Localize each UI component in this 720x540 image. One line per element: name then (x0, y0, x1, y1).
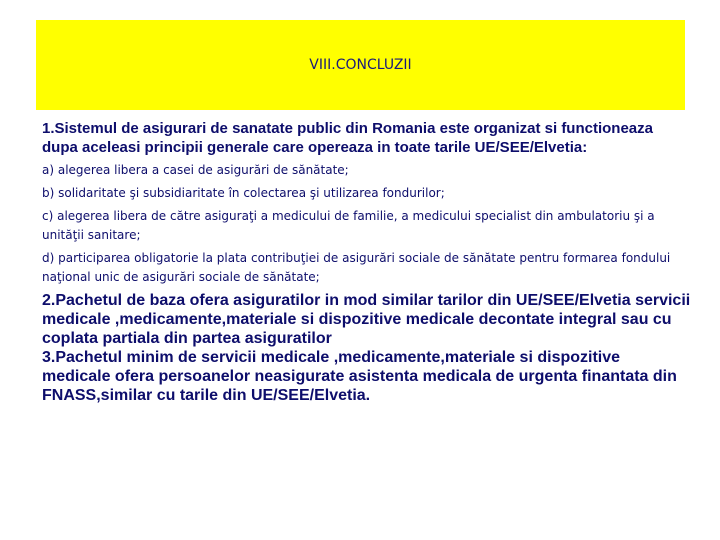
list-item-b: b) solidaritate şi subsidiaritate în colectarea şi utilizarea fondurilor; (42, 186, 445, 200)
conclusion-point-2: 2.Pachetul de baza ofera asiguratilor in mod similar tarilor din UE/SEE/Elvetia servicii medicale ,medicamente,materiale si dispozitive medicale decontate integral sau cu coplata partiala din partea asiguratilor (42, 292, 691, 347)
slide-title: VIII.CONCLUZII (309, 57, 412, 73)
list-item-a: a) alegerea libera a casei de asigurări de sănătate; (42, 163, 349, 177)
conclusion-point-3: 3.Pachetul minim de servicii medicale ,medicamente,materiale si dispozitive medicale ofera persoanelor neasigurate asistenta medicala de urgenta finantata din FNASS,similar cu tarile din UE/SEE/Elvetia. (42, 349, 677, 404)
slide-content (42, 120, 692, 405)
title-banner (36, 20, 685, 110)
conclusion-point-1: 1.Sistemul de asigurari de sanatate public din Romania este organizat si functioneaza dupa aceleasi principii generale care opereaza in toate tarile UE/SEE/Elvetia: (42, 120, 653, 156)
list-item-c: c) alegerea libera de către asiguraţi a medicului de familie, a medicului specialist din ambulatoriu şi a unităţii sanitare; (42, 209, 655, 242)
list-item-d: d) participarea obligatorie la plata contribuţiei de asigurări sociale de sănătate pentru formarea fondului naţional unic de asigurări sociale de sănătate; (42, 251, 671, 284)
